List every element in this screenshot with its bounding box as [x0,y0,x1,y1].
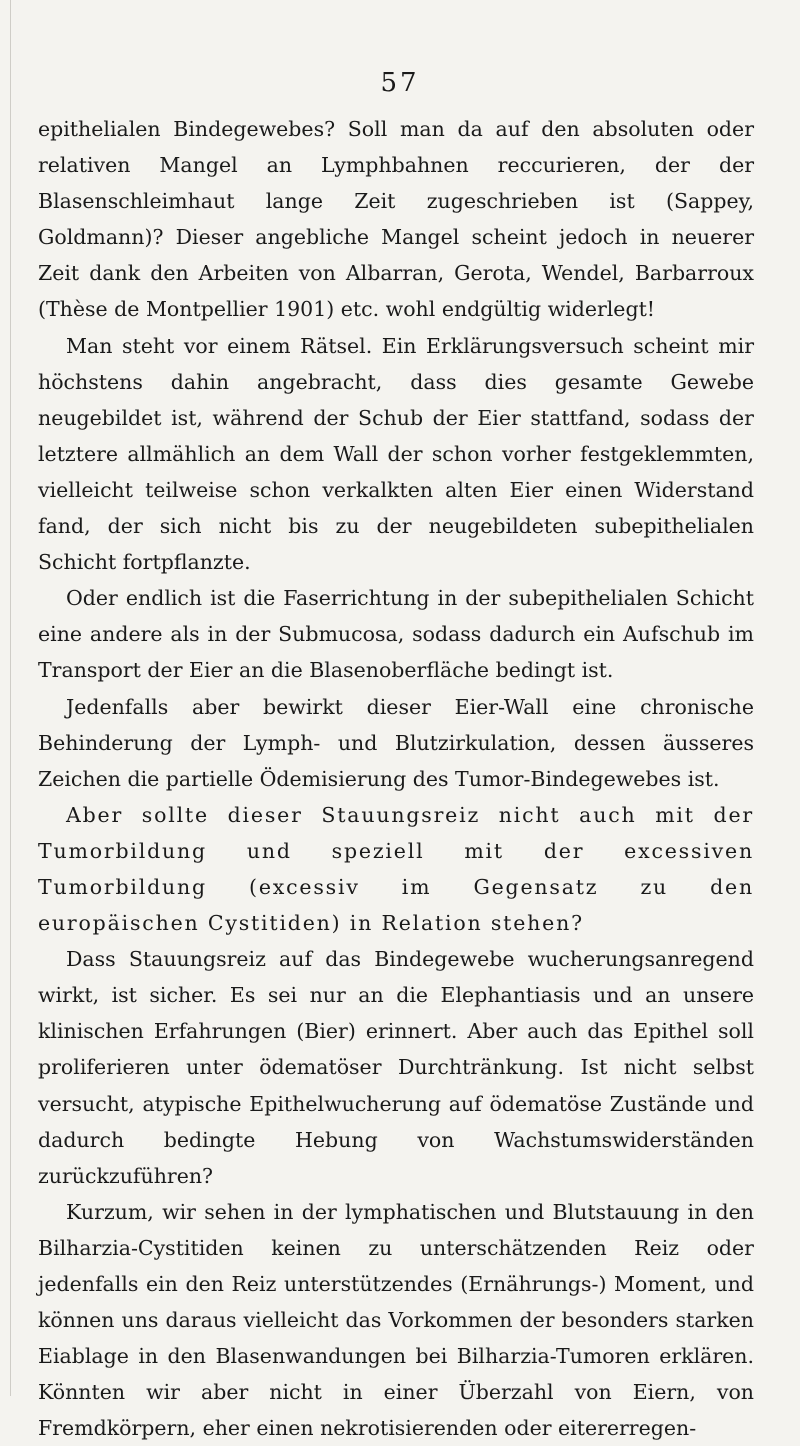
page-number: 57 [380,68,420,98]
paragraph-5: Aber sollte dieser Stauungsreiz nicht auch mit der Tumorbildung und speziell mit der excessiven Tumorbildung (excessiv im Gegensatz zu den europäischen Cystitiden) in Relation stehen? [38,802,754,936]
paragraph-6: Dass Stauungsreiz auf das Bindegewebe wucherungsanregend wirkt, ist sicher. Es sei nur an die Elephantiasis und an unsere klinischen Erfahrungen (Bier) erinnert. Aber auch das Epithel soll proliferieren unter ödematöser Durchtränkung. Ist nicht selbst versucht, atypische Epithelwucherung auf ödematöse Zustände und dadurch bedingte Hebung von Wachstumswiderständen zurückzuführen? [38,947,754,1188]
paragraph-2: Man steht vor einem Rätsel. Ein Erklärungsversuch scheint mir höchstens dahin angebracht, dass dies gesamte Gewebe neugebildet ist, während der Schub der Eier stattfand, sodass der letztere allmählich an dem Wall der schon vorher festgeklemmten, vielleicht teilweise schon verkalkten alten Eier einen Widerstand fand, der sich nicht bis zu der neugebildeten subepithelialen Schicht fortpflanzte. [38,333,754,575]
paragraph-7: Kurzum, wir sehen in der lymphatischen und Blutstauung in den Bilharzia-Cystitiden keinen zu unterschätzenden Reiz oder jedenfalls ein den Reiz unterstützendes (Ernährungs-) Moment, und können uns daraus vielleicht das Vorkommen der besonders starken Eiablage in den Blasenwandungen bei Bilharzia-Tumoren erklären. Könnten wir aber nicht in einer Überzahl von Eiern, von Fremdkörpern, eher einen nekrotisierenden oder eitererregen- [38,1199,754,1441]
paragraph-3: Oder endlich ist die Faserrichtung in der subepithelialen Schicht eine andere als in der Submucosa, sodass dadurch ein Aufschub im Transport der Eier an die Blasenoberfläche bedingt ist. [38,586,754,683]
paragraph-1: epithelialen Bindegewebes? Soll man da auf den absoluten oder relativen Mangel an Lymphbahnen reccurieren, der der Blasenschleimhaut lange Zeit zugeschrieben ist (Sappey, Goldmann)? Dieser angebliche Mangel scheint jedoch in neuerer Zeit dank den Arbeiten von Albarran, Gerota, Wendel, Barbarroux (Thèse de Montpellier 1901) etc. wohl endgültig widerlegt! [38,117,754,322]
body-text [38,111,754,1446]
page-edge [10,0,11,1396]
paragraph-4: Jedenfalls aber bewirkt dieser Eier-Wall eine chronische Behinderung der Lymph- und Blutzirkulation, dessen äusseres Zeichen die partielle Ödemisierung des Tumor-Bindegewebes ist. [38,694,754,791]
